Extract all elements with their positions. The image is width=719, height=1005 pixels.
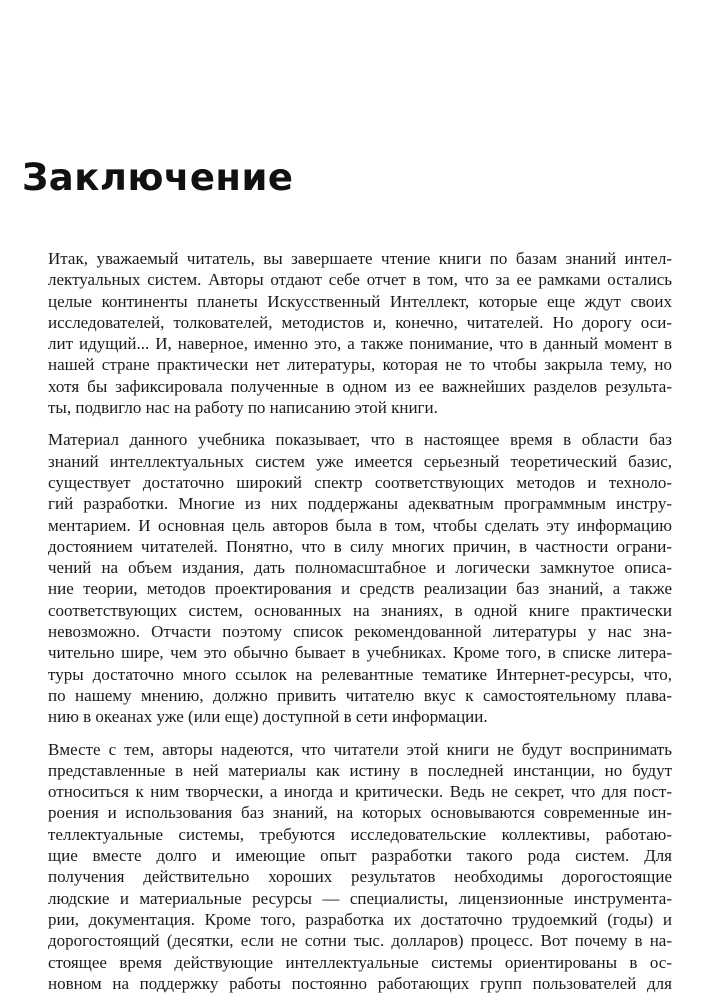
chapter-title: Заключение <box>22 156 294 199</box>
text-line: знаний интеллектуальных систем уже имеется серьезный теоретический базис, <box>48 451 672 471</box>
text-line: существует достаточно широкий спектр соответствующих методов и техноло- <box>48 472 672 492</box>
text-line: щие вместе долго и имеющие опыт разработки такого рода систем. Для <box>48 846 672 866</box>
text-line: относиться к ним творчески, а иногда и критически. Ведь не секрет, что для пост- <box>48 782 672 802</box>
text-line: новном на поддержку работы постоянно работающих групп пользователей для <box>48 973 672 993</box>
text-line: туры достаточно много ссылок на релевантные тематике Интернет-ресурсы, что, <box>48 664 672 684</box>
text-line: представленные в ней материалы как истину в последней инстанции, но будут <box>48 760 672 780</box>
text-line: чений на объем издания, дать полномасштабное и логически замкнутое описа- <box>48 558 672 578</box>
chapter-body <box>48 248 672 1005</box>
text-line: нию в океанах уже (или еще) доступной в сети информации. <box>48 707 488 727</box>
text-line: получения действительно хороших результатов необходимы дорогостоящие <box>48 867 672 887</box>
text-line: гий разработки. Многие из них поддержаны адекватным программным инстру- <box>48 494 672 514</box>
text-line: лит идущий... И, наверное, именно это, а также понимание, что в данный момент в <box>48 334 672 354</box>
text-line: Материал данного учебника показывает, что в настоящее время в области баз <box>48 430 672 450</box>
text-line: роения и использования баз знаний, на которых основываются современные ин- <box>48 803 672 823</box>
text-line: нашей стране практически нет литературы, которая не то чтобы закрыла тему, но <box>48 355 672 375</box>
text-line: людские и материальные ресурсы — специалисты, лицензионные инструмента- <box>48 888 672 908</box>
text-line: ментарием. И основная цель авторов была в том, чтобы сделать эту информацию <box>48 515 672 535</box>
paragraph-3 <box>48 739 672 995</box>
text-line: соответствующих систем, основанных на знаниях, в одной книге практически <box>48 600 672 620</box>
text-line: теллектуальные системы, требуются исследовательские коллективы, работаю- <box>48 824 672 844</box>
text-line: целые континенты планеты Искусственный Интеллект, которые еще ждут своих <box>48 291 672 311</box>
text-line: невозможно. Отчасти поэтому список рекомендованной литературы у нас зна- <box>48 622 672 642</box>
text-line: по нашему мнению, должно привить читателю вкус к самостоятельному плава- <box>48 685 672 705</box>
text-line: Итак, уважаемый читатель, вы завершаете чтение книги по базам знаний интел- <box>48 249 672 268</box>
text-line: ты, подвигло нас на работу по написанию этой книги. <box>48 398 438 418</box>
text-line: исследователей, толкователей, методистов и, конечно, читателей. Но дорогу оси- <box>48 312 672 332</box>
text-line: Вместе с тем, авторы надеются, что читатели этой книги не будут воспринимать <box>48 739 672 759</box>
text-line: дорогостоящий (десятки, если не сотни тыс. долларов) процесс. Вот почему в на- <box>48 931 672 951</box>
text-line: стоящее время действующие интеллектуальные системы ориентированы в ос- <box>48 952 672 972</box>
text-line: достоянием читателей. Понятно, что в силу многих причин, в частности ограни- <box>48 536 672 556</box>
text-line: чительно шире, чем это обычно бывает в учебниках. Кроме того, в списке литера- <box>48 643 672 663</box>
paragraph-2 <box>48 429 672 727</box>
text-line: ние теории, методов проектирования и средств реализации баз знаний, а также <box>48 579 672 599</box>
text-line: лектуальных систем. Авторы отдают себе отчет в том, что за ее рамками остались <box>48 270 672 290</box>
paragraph-1 <box>48 248 672 418</box>
text-line: рии, документация. Кроме того, разработка их достаточно трудоемкий (годы) и <box>48 909 672 929</box>
text-line: хотя бы зафиксировала полученные в одном из ее важнейших разделов результа- <box>48 376 672 396</box>
